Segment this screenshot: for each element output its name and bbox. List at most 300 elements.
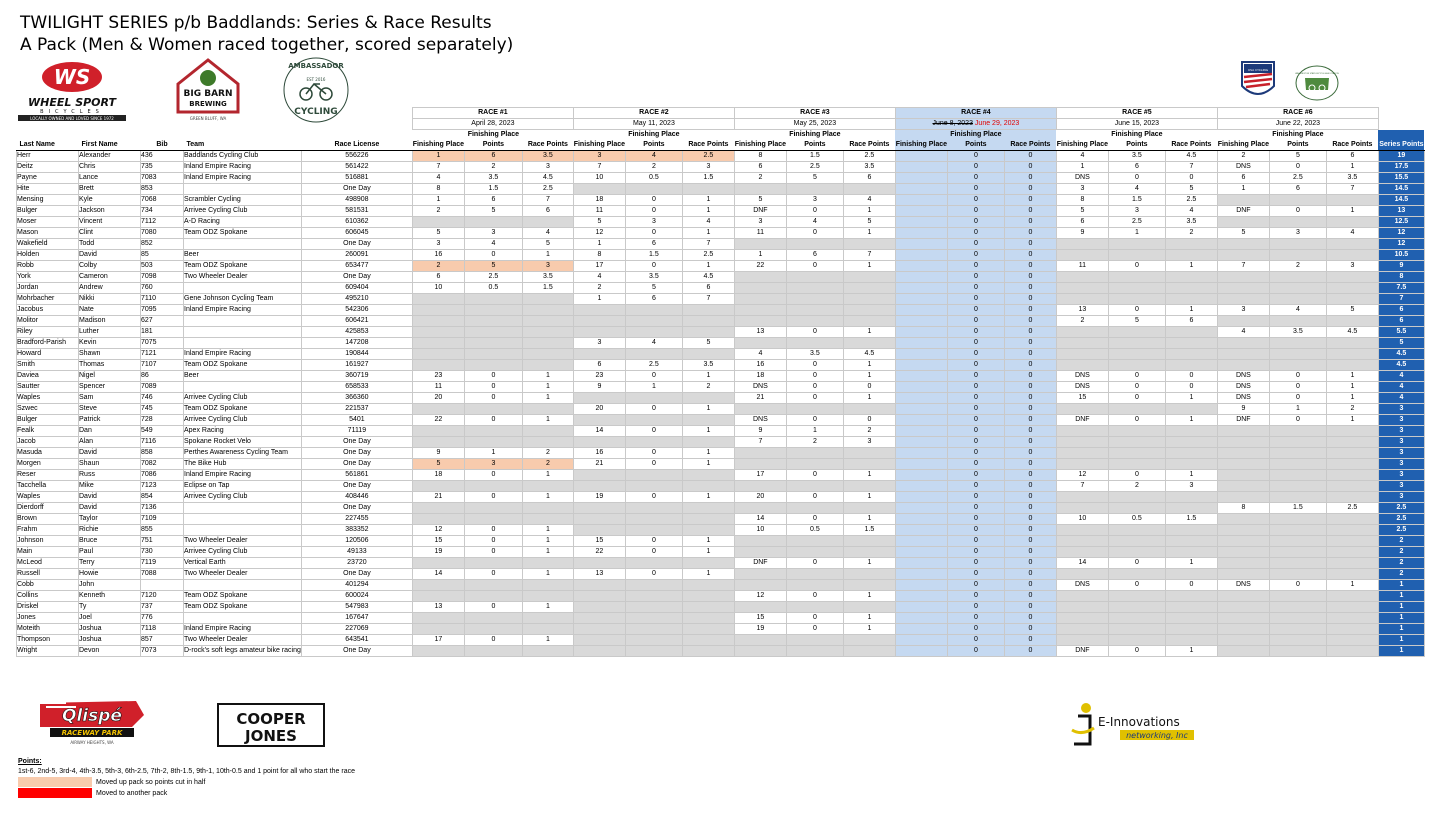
race-1-cell: 16	[412, 250, 464, 261]
race-2-cell	[573, 470, 625, 481]
race-1-cell: 1	[522, 536, 573, 547]
race-3-cell	[786, 635, 843, 646]
race-2-cell	[573, 580, 625, 591]
race-5-cell: 2	[1056, 316, 1108, 327]
race-5-cell: 8	[1056, 195, 1108, 206]
race-1-cell	[464, 646, 522, 657]
race-5-cell: 2	[1165, 228, 1217, 239]
race-1-cell: 4	[522, 228, 573, 239]
race-1-cell: 13	[412, 602, 464, 613]
race-1-cell	[464, 580, 522, 591]
col-finishing-place-r3: Finishing Place	[734, 130, 786, 151]
race-2-cell: 0	[625, 448, 682, 459]
race-1-cell	[464, 503, 522, 514]
race-2-cell: 2	[682, 382, 734, 393]
race-3-cell: 0	[786, 393, 843, 404]
race-4-cell	[895, 195, 947, 206]
race-5-cell: 0	[1108, 371, 1165, 382]
col-first-name: First Name	[79, 130, 141, 151]
race-6-cell	[1217, 349, 1269, 360]
cooper-line1: COOPER	[236, 710, 306, 728]
race-2-cell	[682, 481, 734, 492]
race-4-cell: 0	[1004, 206, 1056, 217]
race-6-cell: 0	[1269, 580, 1326, 591]
race-5-cell	[1108, 437, 1165, 448]
legend-swatch-moved	[18, 788, 92, 798]
race-1-cell	[464, 217, 522, 228]
first-name-cell: David	[79, 448, 141, 459]
team-cell: Two Wheeler Dealer	[184, 536, 302, 547]
race-1-cell: 3	[522, 261, 573, 272]
race-5-cell: 0	[1165, 173, 1217, 184]
team-cell: Arrivee Cycling Club	[184, 415, 302, 426]
series-points-cell: 12	[1378, 228, 1424, 239]
race-4-cell: 0	[947, 437, 1004, 448]
race-6-cell	[1217, 481, 1269, 492]
race-1-cell: 4	[464, 239, 522, 250]
race-6-cell: DNS	[1217, 371, 1269, 382]
race-5-cell	[1165, 459, 1217, 470]
race-5-cell	[1108, 635, 1165, 646]
race-5-cell	[1165, 602, 1217, 613]
series-points-cell: 19	[1378, 151, 1424, 162]
race-6-cell	[1326, 283, 1378, 294]
race-1-cell: 9	[412, 448, 464, 459]
team-cell: D-rock's soft legs amateur bike racing	[184, 646, 302, 657]
race-3-cell: 4	[786, 217, 843, 228]
race-2-cell: 1	[682, 426, 734, 437]
race-3-cell: 22	[734, 261, 786, 272]
race-2-cell: 2.5	[682, 250, 734, 261]
col-race-points-r4: Race Points	[1004, 130, 1056, 151]
page-title	[20, 12, 513, 56]
race-2-label: RACE #2	[573, 108, 734, 119]
race-3-cell	[734, 481, 786, 492]
race-3-cell: DNF	[734, 206, 786, 217]
race-4-cell: 0	[1004, 360, 1056, 371]
col-place-points-r6: Finishing Place Points	[1269, 130, 1326, 151]
race-6-cell: 9	[1217, 404, 1269, 415]
license-cell: One Day	[301, 272, 412, 283]
race-4-cell: 0	[1004, 437, 1056, 448]
race-5-cell: 5	[1056, 206, 1108, 217]
race-5-cell	[1056, 437, 1108, 448]
race-2-cell	[682, 415, 734, 426]
race-3-cell: 6	[734, 162, 786, 173]
race-4-cell: 0	[1004, 371, 1056, 382]
race-5-cell: 4	[1108, 184, 1165, 195]
race-5-cell	[1108, 459, 1165, 470]
race-3-cell	[734, 503, 786, 514]
race-1-cell: 6	[412, 272, 464, 283]
race-3-cell	[786, 305, 843, 316]
race-6-cell	[1326, 514, 1378, 525]
race-2-cell	[573, 624, 625, 635]
col-finishing-place-r4: Finishing Place	[895, 130, 947, 151]
legend-item-moved-label: Moved to another pack	[96, 789, 168, 797]
race-1-cell	[464, 404, 522, 415]
race-2-cell: 9	[573, 382, 625, 393]
race-5-cell	[1108, 602, 1165, 613]
race-6-cell: 7	[1326, 184, 1378, 195]
race-6-cell: 4.5	[1326, 327, 1378, 338]
table-row	[17, 217, 1425, 228]
table-row	[17, 360, 1425, 371]
race-4-cell: 0	[947, 536, 1004, 547]
race-5-cell: DNF	[1056, 646, 1108, 657]
last-name-cell: Howard	[17, 349, 79, 360]
col-bib: Bib	[141, 130, 184, 151]
last-name-cell: Robb	[17, 261, 79, 272]
team-cell	[184, 338, 302, 349]
race-6-cell: 6	[1326, 151, 1378, 162]
race-2-cell: 1	[682, 547, 734, 558]
race-6-cell: 0	[1269, 371, 1326, 382]
race-4-cell: 0	[947, 327, 1004, 338]
race-6-cell	[1326, 195, 1378, 206]
race-3-cell: 0	[786, 591, 843, 602]
license-cell: 383352	[301, 525, 412, 536]
race-3-cell	[843, 646, 895, 657]
column-header-row	[17, 130, 1425, 151]
race-1-cell: 23	[412, 371, 464, 382]
race-6-label: RACE #6	[1217, 108, 1378, 119]
race-3-cell	[843, 580, 895, 591]
race-5-cell: DNS	[1056, 371, 1108, 382]
last-name-cell: Mensing	[17, 195, 79, 206]
bib-cell: 7080	[141, 228, 184, 239]
race-4-cell: 0	[1004, 162, 1056, 173]
first-name-cell: Paul	[79, 547, 141, 558]
race-4-cell: 0	[1004, 514, 1056, 525]
series-points-cell: 3	[1378, 437, 1424, 448]
series-points-cell: 14.5	[1378, 184, 1424, 195]
race-6-cell: 2	[1269, 261, 1326, 272]
bib-cell: 7121	[141, 349, 184, 360]
race-2-cell: 1	[682, 404, 734, 415]
race-6-cell	[1217, 613, 1269, 624]
race-6-cell: 3.5	[1326, 173, 1378, 184]
race-6-cell	[1269, 536, 1326, 547]
race-1-cell: 1	[412, 195, 464, 206]
race-4-cell	[895, 646, 947, 657]
race-5-cell	[1056, 239, 1108, 250]
race-1-cell	[412, 426, 464, 437]
race-1-cell: 3.5	[522, 151, 573, 162]
race-1-cell: 20	[412, 393, 464, 404]
first-name-cell: Bruce	[79, 536, 141, 547]
race-1-cell	[464, 327, 522, 338]
race-4-cell: 0	[1004, 250, 1056, 261]
series-points-cell: 6	[1378, 316, 1424, 327]
race-3-cell: 0	[786, 613, 843, 624]
race-6-cell: 4	[1326, 228, 1378, 239]
race-3-cell: 1	[843, 371, 895, 382]
race-1-cell	[522, 591, 573, 602]
race-1-cell	[522, 558, 573, 569]
race-4-cell: 0	[947, 426, 1004, 437]
race-3-cell	[734, 184, 786, 195]
race-3-cell: 1	[843, 514, 895, 525]
race-3-cell	[734, 404, 786, 415]
series-points-cell: 4	[1378, 393, 1424, 404]
race-5-cell: 2.5	[1165, 195, 1217, 206]
series-points-cell: 9	[1378, 261, 1424, 272]
race-2-cell	[682, 525, 734, 536]
race-6-cell	[1326, 448, 1378, 459]
race-6-cell	[1269, 470, 1326, 481]
race-4-cell: 0	[947, 294, 1004, 305]
team-cell: Beer	[184, 371, 302, 382]
race-4-cell	[895, 360, 947, 371]
race-4-cell: 0	[947, 382, 1004, 393]
race-2-cell: 5	[682, 338, 734, 349]
race-2-cell: 1	[682, 228, 734, 239]
race-6-cell	[1326, 349, 1378, 360]
race-5-cell	[1108, 492, 1165, 503]
race-2-cell: 14	[573, 426, 625, 437]
race-6-cell: 0	[1269, 382, 1326, 393]
race-2-cell: 6	[682, 283, 734, 294]
race-1-cell: 1	[522, 415, 573, 426]
race-1-cell: 17	[412, 635, 464, 646]
race-2-cell: 1	[682, 536, 734, 547]
team-cell	[184, 525, 302, 536]
last-name-cell: Russell	[17, 569, 79, 580]
race-6-cell	[1326, 316, 1378, 327]
race-2-cell: 23	[573, 371, 625, 382]
race-5-cell	[1056, 250, 1108, 261]
first-name-cell: Brett	[79, 184, 141, 195]
race-1-cell: 0	[464, 371, 522, 382]
team-cell	[184, 382, 302, 393]
first-name-cell: Luther	[79, 327, 141, 338]
wsba-text: WASHINGTON STATE BICYCLE ASSOCIATION	[1295, 73, 1339, 75]
race-1-cell: 1	[464, 448, 522, 459]
race-5-cell	[1108, 569, 1165, 580]
race-3-cell: 1	[843, 591, 895, 602]
race-3-cell: 1	[843, 558, 895, 569]
last-name-cell: Frahm	[17, 525, 79, 536]
race-4-cell	[895, 261, 947, 272]
race-6-cell: 0	[1269, 162, 1326, 173]
race-5-cell	[1108, 294, 1165, 305]
first-name-cell: Terry	[79, 558, 141, 569]
series-points-cell: 4.5	[1378, 349, 1424, 360]
table-row	[17, 602, 1425, 613]
bib-cell: 7089	[141, 382, 184, 393]
race-4-cell: 0	[947, 492, 1004, 503]
last-name-cell: Brown	[17, 514, 79, 525]
first-name-cell: Joshua	[79, 624, 141, 635]
race-3-cell	[786, 448, 843, 459]
team-cell: Gene Johnson Cycling Team	[184, 294, 302, 305]
race-4-cell: 0	[947, 283, 1004, 294]
race-4-cell: 0	[947, 525, 1004, 536]
race-6-cell	[1269, 635, 1326, 646]
race-3-cell: 20	[734, 492, 786, 503]
last-name-cell: Holden	[17, 250, 79, 261]
license-cell: 49133	[301, 547, 412, 558]
race-6-cell	[1269, 437, 1326, 448]
race-3-cell	[734, 635, 786, 646]
qlispe-logo	[36, 697, 146, 747]
race-4-cell: 0	[947, 184, 1004, 195]
table-row	[17, 514, 1425, 525]
race-3-cell	[843, 448, 895, 459]
last-name-cell: Bradford-Parish	[17, 338, 79, 349]
series-points-cell: 8	[1378, 272, 1424, 283]
race-3-cell: 17	[734, 470, 786, 481]
race-5-cell: 1.5	[1165, 514, 1217, 525]
race-2-cell: 1.5	[682, 173, 734, 184]
ambassador-bottom: CYCLING	[294, 107, 338, 117]
race-1-cell	[522, 580, 573, 591]
race-6-cell	[1217, 646, 1269, 657]
race-4-cell: 0	[947, 558, 1004, 569]
race-4-cell: 0	[1004, 426, 1056, 437]
race-1-cell: 1	[522, 635, 573, 646]
first-name-cell: Shaun	[79, 459, 141, 470]
license-cell: 609404	[301, 283, 412, 294]
col-race-points-r2: Race Points	[682, 130, 734, 151]
race-1-cell: 0	[464, 393, 522, 404]
race-1-cell: 0	[464, 415, 522, 426]
race-5-cell: 2	[1108, 481, 1165, 492]
race-6-cell	[1217, 448, 1269, 459]
title-line-2: A Pack (Men & Women raced together, scored separately)	[20, 35, 514, 55]
race-2-cell: 2.5	[682, 151, 734, 162]
table-row	[17, 316, 1425, 327]
bib-cell: 852	[141, 239, 184, 250]
race-6-cell	[1326, 272, 1378, 283]
race-1-cell: 19	[412, 547, 464, 558]
race-5-cell	[1056, 426, 1108, 437]
race-5-cell: 1	[1108, 228, 1165, 239]
race-5-cell	[1108, 624, 1165, 635]
race-2-cell	[682, 316, 734, 327]
series-points-cell: 2	[1378, 536, 1424, 547]
race-1-cell	[522, 426, 573, 437]
race-3-cell: 2.5	[843, 151, 895, 162]
race-5-cell: 1	[1165, 646, 1217, 657]
race-3-cell: 0	[786, 558, 843, 569]
race-4-cell	[895, 624, 947, 635]
race-5-cell	[1165, 426, 1217, 437]
race-4-cell: 0	[947, 448, 1004, 459]
race-6-cell	[1269, 217, 1326, 228]
race-6-cell	[1326, 558, 1378, 569]
race-3-cell	[786, 503, 843, 514]
race-1-cell: 6	[522, 206, 573, 217]
team-cell: Team ODZ Spokane	[184, 261, 302, 272]
race-6-cell	[1326, 602, 1378, 613]
license-cell: 147208	[301, 338, 412, 349]
race-2-cell: 17	[573, 261, 625, 272]
race-2-cell	[625, 646, 682, 657]
race-4-cell: 0	[1004, 228, 1056, 239]
race-1-cell	[464, 426, 522, 437]
series-points-cell: 7.5	[1378, 283, 1424, 294]
license-cell: 5401	[301, 415, 412, 426]
series-points-cell: 1	[1378, 624, 1424, 635]
race-3-cell	[843, 602, 895, 613]
race-6-cell	[1326, 525, 1378, 536]
race-5-cell: 7	[1165, 162, 1217, 173]
col-place-points-r2: Finishing Place Points	[625, 130, 682, 151]
race-5-cell	[1056, 360, 1108, 371]
race-4-cell: 0	[1004, 591, 1056, 602]
race-2-cell	[625, 349, 682, 360]
license-cell: 658533	[301, 382, 412, 393]
race-2-cell	[625, 437, 682, 448]
race-6-cell	[1326, 470, 1378, 481]
last-name-cell: Morgen	[17, 459, 79, 470]
race-1-cell: 2	[412, 261, 464, 272]
last-name-cell: Jacob	[17, 437, 79, 448]
col-place-points-r1: Finishing Place Points	[464, 130, 522, 151]
race-5-cell: 2.5	[1108, 217, 1165, 228]
race-5-cell: 0	[1108, 261, 1165, 272]
race-5-cell: 0	[1108, 173, 1165, 184]
series-points-cell: 3	[1378, 481, 1424, 492]
race-2-cell: 0	[625, 404, 682, 415]
series-points-cell: 3	[1378, 426, 1424, 437]
table-row	[17, 481, 1425, 492]
race-4-cell: 0	[947, 415, 1004, 426]
first-name-cell: David	[79, 492, 141, 503]
race-1-cell: 0	[464, 525, 522, 536]
series-points-cell: 4	[1378, 382, 1424, 393]
race-1-cell: 1	[522, 525, 573, 536]
race-5-cell	[1056, 624, 1108, 635]
race-1-cell	[522, 624, 573, 635]
race-1-cell	[412, 580, 464, 591]
race-3-cell	[786, 569, 843, 580]
race-3-cell	[734, 580, 786, 591]
results-body	[17, 151, 1425, 657]
race-2-cell	[625, 635, 682, 646]
race-5-cell	[1056, 272, 1108, 283]
race-6-cell	[1326, 613, 1378, 624]
race-2-cell	[682, 305, 734, 316]
series-points-cell: 12	[1378, 239, 1424, 250]
table-row	[17, 294, 1425, 305]
first-name-cell: Alexander	[79, 151, 141, 162]
race-2-cell: 19	[573, 492, 625, 503]
race-3-cell: 5	[843, 217, 895, 228]
race-5-cell: 4.5	[1165, 151, 1217, 162]
race-2-cell: 21	[573, 459, 625, 470]
last-name-cell: Molitor	[17, 316, 79, 327]
race-4-cell: 0	[947, 316, 1004, 327]
race-4-cell	[895, 294, 947, 305]
first-name-cell: Joel	[79, 613, 141, 624]
race-3-cell: 1	[843, 261, 895, 272]
bib-cell: 7110	[141, 294, 184, 305]
race-6-cell: DNF	[1217, 206, 1269, 217]
race-6-cell	[1269, 426, 1326, 437]
license-cell: 643541	[301, 635, 412, 646]
team-cell: Scrambler Cycling	[184, 195, 302, 206]
qlispe-tag: AIRWAY HEIGHTS, WA	[70, 740, 114, 745]
race-5-cell	[1056, 327, 1108, 338]
team-cell: Team ODZ Spokane	[184, 360, 302, 371]
race-1-cell: 0	[464, 536, 522, 547]
series-points-cell: 2	[1378, 558, 1424, 569]
race-5-cell	[1165, 448, 1217, 459]
race-5-cell: 9	[1056, 228, 1108, 239]
